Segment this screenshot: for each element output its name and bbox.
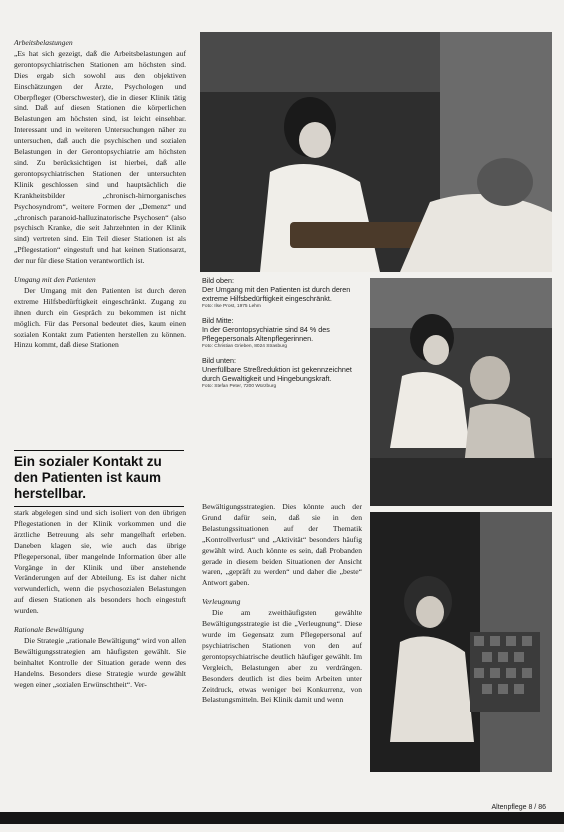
- caption-title: Bild Mitte:: [202, 316, 234, 325]
- subhead-umgang: Umgang mit den Patienten: [14, 275, 96, 285]
- body-paragraph: Die am zweithäufigsten gewählte Bewältigungsstrategie ist die „Verleugnung“. Diese wurde im Gegensatz zum Pflegepersonal auf psychiatrischen Stationen von den auf gerontopsychiatrische deutlich häufiger gewählt. Im Vergleich, Belastungen aber zu verdrängen. Besonders deutlich ist dies beim Arbeiten unter Zeitdruck, etwas weniger bei Konkurrenz, von Belastungsmitteln. Bei Klinik damit und wenn: [202, 608, 362, 705]
- caption-title: Bild unten:: [202, 356, 236, 365]
- body-paragraph: stark abgelegen sind und sich isoliert von den übrigen Pflegestationen in der Klinik vorkommen und die ärztliche Betreuung als sehr mangelhaft erleben. Daneben klagen sie, wie auch das übrige Pflegepersonal, über mangelnde Information über alle Vorgänge in der Klinik und über anstehende Veränderungen auf der Abteilung. Es ist daher nicht verwunderlich, wenn die psychosozialen Belastungen auf diesen Stationen als besonders hoch eingestuft wurden.: [14, 508, 186, 616]
- body-paragraph: Die Strategie „rationale Bewältigung“ wird von allen Bewältigungsstrategien am häufigsten gewählt. Sie beinhaltet Kontrolle der Situation gerade wenn des Handelns. Besonders diese Strategie wurde gewählt wegen einer „sozialen Erwünschtheit“. Ver-: [14, 635, 186, 689]
- caption-credit: Foto: Christian Grieben, 8024 Strasburg: [202, 344, 288, 349]
- photo-middle-image: [370, 278, 552, 506]
- caption-text: In der Gerontopsychiatrie sind 84 % des Pflegepersonals Altenpflegerinnen.: [202, 325, 330, 343]
- caption-title: Bild oben:: [202, 276, 234, 285]
- body-paragraph: „Es hat sich gezeigt, daß die Arbeitsbelastungen auf gerontopsychiatrischen Stationen am höchsten sind. Dies ergab sich sowohl aus den objektiven Einschätzungen der Ärzte, Psychologen und Oberpfleger (Oberschwester), die in dieser Klinik tätig sind. Daß auf diesen Stationen die körperlichen Belastungen am höchsten sind, ist leicht einsehbar. Interessant und in weiteren Untersuchungen näher zu untersuchen, daß auch die psychischen und sozialen Belastungen in der Gerontopsychiatrie am höchsten sind. Zu berücksichtigen ist hierbei, daß alle gerontopsychiatrischen Stationen der untersuchten Klinik geschlossen sind und hauptsächlich die Krankheitsbilder „chronisch-hirnorganisches Psychosyndrom“, weitere Formen der „Demenz“ und „chronisch paranoid-halluzinatorische Psychosen“ (also psychisch Kranke, die seit Jahrzehnten in der Klinik sind) vertreten sind. Ein Teil dieser Stationen ist als „Pflegestation“ eingestuft und hat keinen Stationsarzt, der nur für diese Station verantwortlich ist.: [14, 48, 186, 266]
- right-column: [202, 502, 362, 706]
- photo-top-image: [200, 32, 552, 272]
- photo-top: [200, 32, 552, 272]
- page-folio: Altenpflege 8 / 86: [491, 804, 546, 811]
- left-column-lower: [14, 508, 186, 691]
- caption-credit: Foto: Ilse Prost, 1975 Lehm: [202, 304, 261, 309]
- body-paragraph: Bewältigungsstrategien. Dies könnte auch der Grund dafür sein, daß sie in den Belastungssituationen auf der Thematik „Kontrollverlust“ und „Aktivität“ besonders häufig gewählt wird. Auch könnte es sein, daß Probanden gerade in diesem beiden Situationen der Ansicht waren, „gepräft zu werden“ und daher die „beste“ Antwort gaben.: [202, 502, 362, 588]
- body-paragraph: Der Umgang mit den Patienten ist durch deren extreme Hilfsbedürftigkeit eingeschränkt. Zugang zu ihnen durch ein Gespräch zu bekommen ist nicht möglich. Für das Personal bedeutet dies, kaum einen sozialen Kontakt zum Patienten herstellen zu können. Hinzu kommt, daß diese Stationen: [14, 285, 186, 350]
- photo-bottom-image: [370, 512, 552, 772]
- caption-text: Unerfüllbare Streßreduktion ist gekennzeichnet durch Gewaltigkeit und Hingebungskraft.: [202, 365, 352, 383]
- caption-credit: Foto: Stefan Peter, 7200 Würzburg: [202, 384, 277, 389]
- left-column-upper: [14, 38, 186, 351]
- subhead-verleugnung: Verleugnung: [202, 597, 241, 607]
- subhead-rationale: Rationale Bewältigung: [14, 625, 84, 635]
- caption-block: [202, 276, 366, 396]
- pull-quote-headline: Ein sozialer Kontakt zu den Patienten ist kaum herstellbar.: [14, 450, 184, 507]
- subhead-arbeitsbelastungen: Arbeitsbelastungen: [14, 38, 73, 47]
- caption-text: Der Umgang mit den Patienten ist durch deren extreme Hilfsbedürftigkeit eingeschränkt.: [202, 285, 351, 303]
- photo-middle: [370, 278, 552, 506]
- footer-bar: [0, 812, 564, 824]
- photo-bottom: [370, 512, 552, 772]
